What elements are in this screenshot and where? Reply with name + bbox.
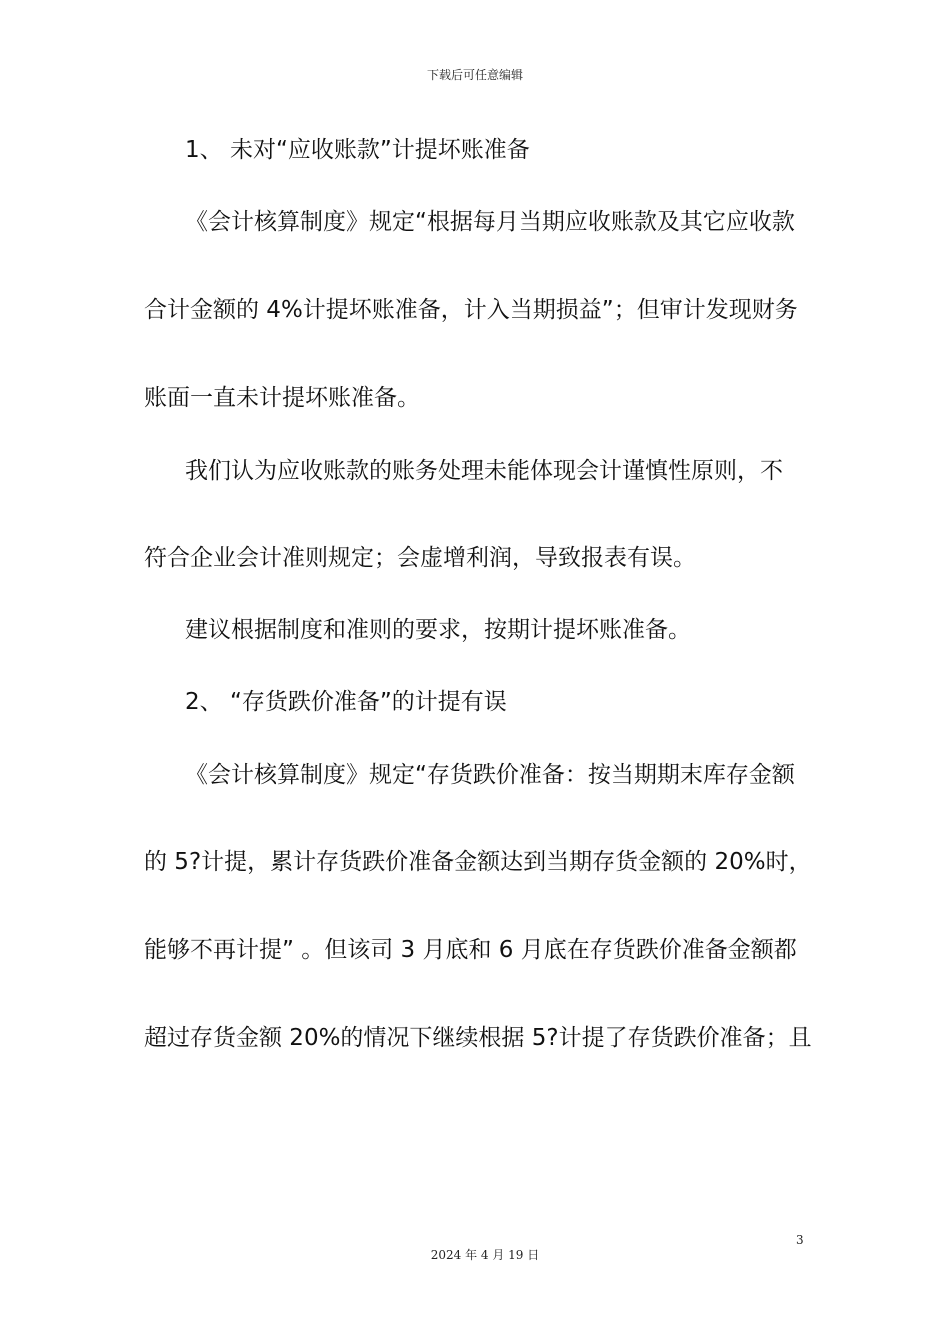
section-heading-2: 2、 “存货跌价准备”的计提有误 bbox=[185, 689, 507, 715]
page-number: 3 bbox=[796, 1233, 804, 1247]
paragraph-line: 《会计核算制度》规定“根据每月当期应收账款及其它应收款 bbox=[185, 209, 795, 235]
footer-date: 2024 年 4 月 19 日 bbox=[430, 1248, 540, 1262]
paragraph-line: 账面一直未计提坏账准备。 bbox=[144, 385, 420, 411]
header-note: 下载后可任意编辑 bbox=[426, 68, 523, 82]
paragraph-line: 符合企业会计准则规定；会虚增利润，导致报表有误。 bbox=[144, 545, 696, 571]
paragraph-line: 《会计核算制度》规定“存货跌价准备：按当期期末库存金额 bbox=[185, 762, 795, 788]
paragraph-line: 我们认为应收账款的账务处理未能体现会计谨慎性原则，不 bbox=[185, 458, 783, 484]
paragraph-line: 建议根据制度和准则的要求，按期计提坏账准备。 bbox=[185, 617, 691, 643]
paragraph-line: 能够不再计提” 。但该司 3 月底和 6 月底在存货跌价准备金额都 bbox=[144, 937, 797, 963]
paragraph-line: 的 5?计提，累计存货跌价准备金额达到当期存货金额的 20%时， bbox=[144, 849, 812, 875]
paragraph-line: 超过存货金额 20%的情况下继续根据 5?计提了存货跌价准备；且 bbox=[144, 1025, 812, 1051]
section-heading-1: 1、 未对“应收账款”计提坏账准备 bbox=[185, 137, 530, 163]
paragraph-line: 合计金额的 4%计提坏账准备，计入当期损益”；但审计发现财务 bbox=[144, 297, 798, 323]
